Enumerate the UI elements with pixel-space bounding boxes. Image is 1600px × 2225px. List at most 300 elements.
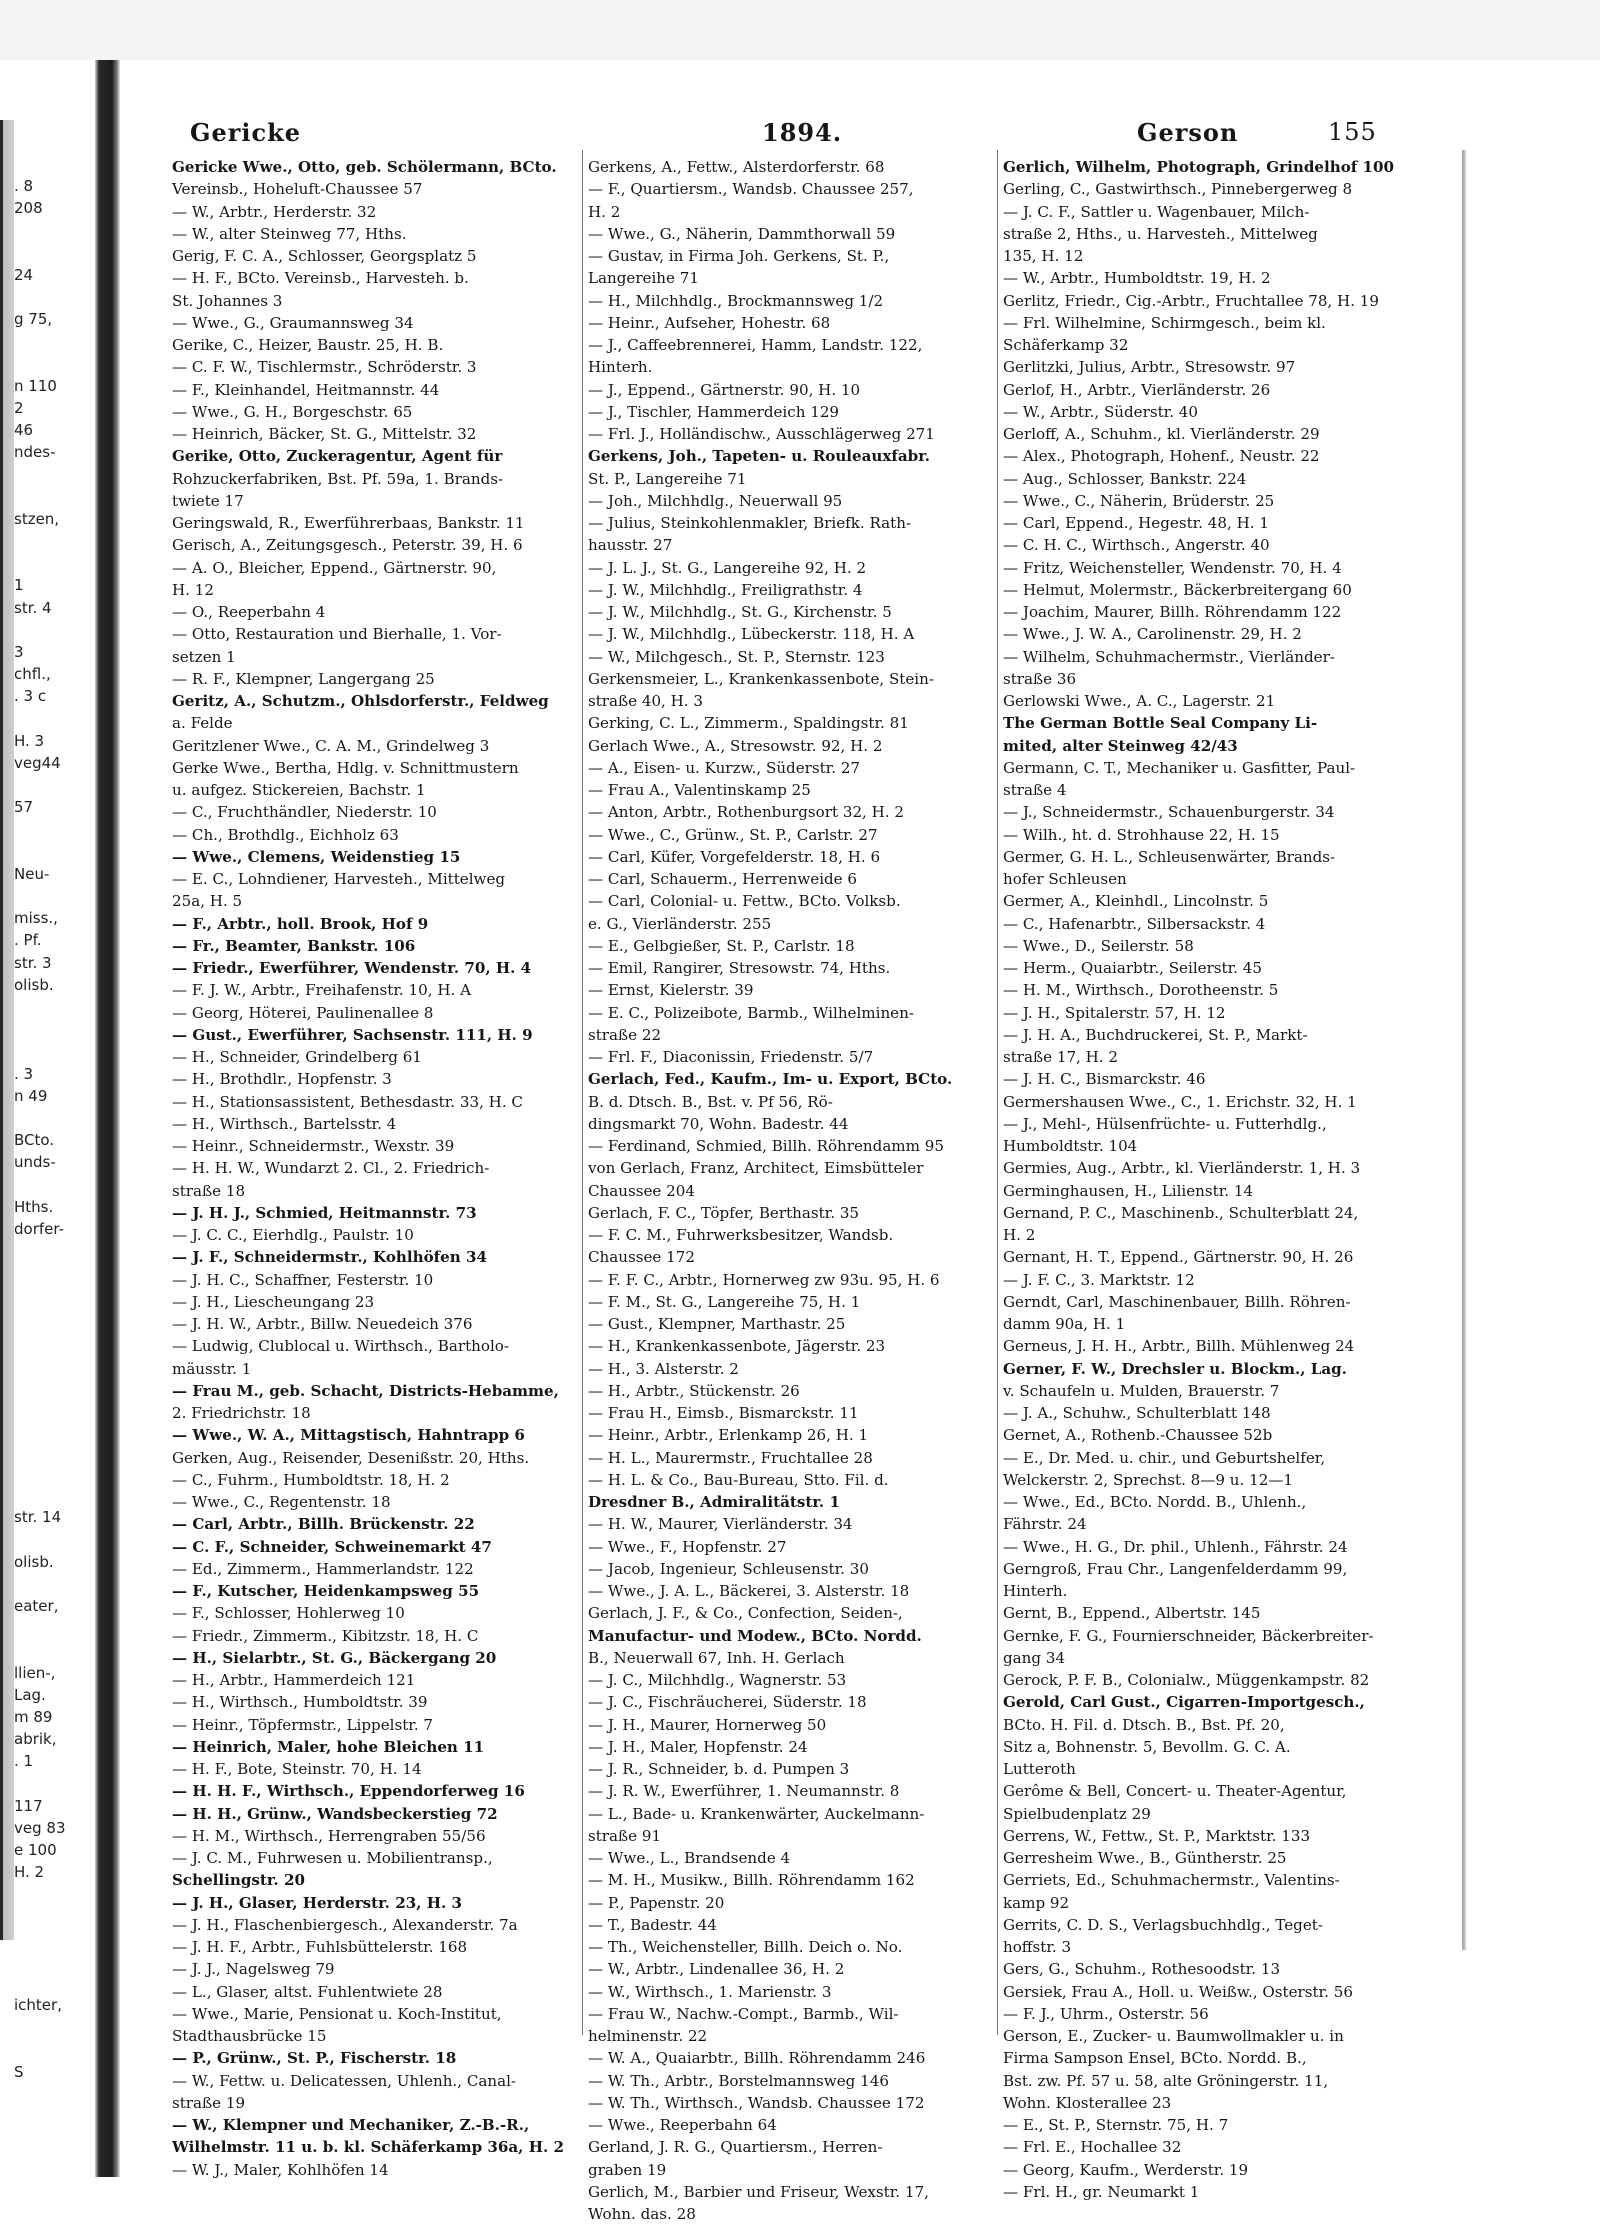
directory-entry-line: straße 22 (588, 1025, 662, 1044)
directory-entry-line: — Frl. H., gr. Neumarkt 1 (1003, 2182, 1200, 2201)
directory-entry-line: 2. Friedrichstr. 18 (172, 1404, 311, 1422)
left-page-fragment-line (14, 619, 94, 641)
directory-entry-line: — J. H. C., Schaffner, Festerstr. 10 (172, 1270, 434, 1289)
left-page-fragment-line (14, 1928, 94, 1950)
directory-entry-line: — Joachim, Maurer, Billh. Röhrendamm 122 (1003, 603, 1342, 621)
directory-entry-line: — Gustav, in Firma Joh. Gerkens, St. P., (588, 247, 890, 265)
directory-entry-line: setzen 1 (172, 647, 236, 666)
directory-entry-line: Stadthausbrücke 15 (172, 2027, 327, 2045)
directory-entry-line: Gerner, F. W., Drechsler u. Blockm., Lag. (1003, 1359, 1347, 1378)
directory-entry-line: — J. J., Nagelsweg 79 (172, 1960, 335, 1979)
directory-entry-line: helminenstr. 22 (588, 2027, 708, 2045)
directory-entry-line: — C. F., Schneider, Schweinemarkt 47 (172, 1537, 492, 1556)
directory-entry-line: Firma Sampson Ensel, BCto. Nordd. B., (1003, 2049, 1307, 2068)
directory-entry-line: u. aufgez. Stickereien, Bachstr. 1 (172, 781, 426, 799)
left-page-fragment-line: miss., (14, 909, 58, 928)
directory-entry-line: — Heinrich, Bäcker, St. G., Mittelstr. 32 (172, 425, 477, 443)
directory-entry-line: — H. M., Wirthsch., Herrengraben 55/56 (172, 1826, 486, 1845)
scan-top-shade (0, 0, 1600, 60)
directory-entry-line: Gersiek, Frau A., Holl. u. Weißw., Osterstr. 56 (1003, 1982, 1353, 2001)
directory-entry-line: — Wwe., C., Näherin, Brüderstr. 25 (1003, 491, 1275, 510)
directory-entry-line: — F., Kleinhandel, Heitmannstr. 44 (172, 380, 440, 399)
directory-entry-line: Welckerstr. 2, Sprechst. 8—9 u. 12—1 (1003, 1470, 1294, 1489)
left-page-fragment-line (14, 219, 94, 241)
left-page-fragment-line: 24 (14, 265, 34, 284)
left-page-fragment-line: 46 (14, 421, 34, 440)
directory-entry-line: 135, H. 12 (1003, 247, 1084, 265)
left-page-fragment-line (14, 1373, 94, 1395)
book-gutter (95, 60, 120, 2177)
directory-entry-line: — Wwe., L., Brandsende 4 (588, 1849, 791, 1867)
directory-entry-line: — Friedr., Zimmerm., Kibitzstr. 18, H. C (172, 1626, 479, 1645)
directory-entry-line: — M. H., Musikw., Billh. Röhrendamm 162 (588, 1871, 915, 1890)
directory-entry-line: straße 36 (1003, 669, 1077, 688)
directory-entry-line: Gerike, C., Heizer, Baustr. 25, H. B. (172, 336, 444, 354)
directory-entry-line: Gerlach Wwe., A., Stresowstr. 92, H. 2 (588, 736, 883, 755)
header-right-keyword: Gerson (1137, 118, 1239, 147)
left-page-fragment-line: e 100 (14, 1841, 57, 1860)
left-page-fragment-line (14, 2039, 94, 2061)
directory-entry-line: — H. H., Grünw., Wandsbeckerstieg 72 (172, 1804, 498, 1823)
directory-entry-line: — H., Wirthsch., Bartelsstr. 4 (172, 1114, 397, 1133)
directory-entry-line: — Frau A., Valentinskamp 25 (588, 781, 811, 799)
directory-entry-line: — Frl. J., Holländischw., Ausschlägerweg 271 (588, 425, 935, 443)
directory-entry-line: Gerlach, F. C., Töpfer, Berthastr. 35 (588, 1203, 860, 1222)
directory-entry-line: straße 40, H. 3 (588, 692, 704, 710)
directory-entry-line: Gerlitz, Friedr., Cig.-Arbtr., Fruchtallee 78, H. 19 (1003, 291, 1379, 310)
left-page-fragment-line: veg44 (14, 753, 61, 772)
directory-entry-line: — J. A., Schuhw., Schulterblatt 148 (1003, 1404, 1271, 1422)
directory-entry-line: — Wwe., G., Näherin, Dammthorwall 59 (588, 224, 896, 243)
left-page-fragment-line: str. 4 (14, 598, 52, 617)
directory-entry-line: — Heinr., Schneidermstr., Wexstr. 39 (172, 1137, 455, 1155)
left-page-fragment-line (14, 1773, 94, 1795)
left-page-fragment-line: m 89 (14, 1707, 53, 1726)
directory-entry-line: — Friedr., Ewerführer, Wendenstr. 70, H. 4 (172, 959, 532, 977)
directory-entry-line: — J. C. C., Eierhdlg., Paulstr. 10 (172, 1226, 414, 1244)
left-page-fragment-line: g 75, (14, 310, 53, 329)
left-page-fragment-line (14, 1018, 94, 1040)
left-page-fragment-line: 2 (14, 398, 24, 417)
directory-entry-line: — F., Kutscher, Heidenkampsweg 55 (172, 1582, 480, 1600)
left-page-fragment-line: abrik, (14, 1730, 57, 1749)
directory-entry-line: — F., Arbtr., holl. Brook, Hof 9 (172, 914, 429, 933)
directory-entry-line: — J. H. C., Bismarckstr. 46 (1003, 1070, 1206, 1089)
directory-entry-line: — H., 3. Alsterstr. 2 (588, 1359, 739, 1378)
directory-entry-line: Geritzlener Wwe., C. A. M., Grindelweg 3 (172, 736, 490, 755)
directory-entry-line: Germinghausen, H., Lilienstr. 14 (1003, 1181, 1254, 1200)
directory-entry-line: — H. L. & Co., Bau-Bureau, Stto. Fil. d. (588, 1470, 889, 1489)
left-page-fragment-line (14, 1573, 94, 1595)
left-page-fragment-line (14, 1462, 94, 1484)
directory-entry-line: — W., Arbtr., Herderstr. 32 (172, 202, 377, 221)
directory-entry-line: Germann, C. T., Mechaniker u. Gasfitter, Paul- (1003, 758, 1356, 777)
directory-entry-line: — J. H. A., Buchdruckerei, St. P., Markt- (1003, 1025, 1308, 1044)
left-page-fragment-line (14, 1617, 94, 1639)
left-page-fragment-line (14, 1351, 94, 1373)
directory-entry-line: — Wwe., Marie, Pensionat u. Koch-Institut, (172, 2004, 502, 2023)
directory-entry-line: — Wwe., Ed., BCto. Nordd. B., Uhlenh., (1003, 1493, 1307, 1511)
directory-entry-line: — F. M., St. G., Langereihe 75, H. 1 (588, 1292, 861, 1311)
left-page-fragment-line: 208 (14, 199, 43, 218)
directory-entry-line: H. 2 (588, 202, 621, 221)
directory-entry-line: Gerneus, J. H. H., Arbtr., Billh. Mühlenweg 24 (1003, 1337, 1355, 1356)
left-page-fragment-line (14, 1040, 94, 1062)
directory-entry-line: — T., Badestr. 44 (588, 1915, 717, 1934)
directory-entry-line: — J., Schneidermstr., Schauenburgerstr. 34 (1003, 803, 1335, 822)
directory-entry-line: — H. W., Maurer, Vierländerstr. 34 (588, 1515, 853, 1534)
left-page-fragment-line: Lag. (14, 1685, 46, 1704)
directory-entry-line: — H., Sielarbtr., St. G., Bäckergang 20 (172, 1648, 497, 1667)
directory-entry-line: — F. J. W., Arbtr., Freihafenstr. 10, H. A (172, 981, 471, 1000)
left-page-fragment-line: H. 3 (14, 731, 45, 750)
left-page-fragment-line: . 3 (14, 1064, 34, 1083)
directory-entry-line: — Ludwig, Clublocal u. Wirthsch., Bartholo- (172, 1337, 509, 1356)
directory-entry-line: — Georg, Höterei, Paulinenallee 8 (172, 1003, 434, 1022)
directory-entry-line: straße 17, H. 2 (1003, 1048, 1119, 1066)
left-page-fragment-line (14, 1639, 94, 1661)
directory-entry-line: Gernet, A., Rothenb.-Chaussee 52b (1003, 1426, 1273, 1445)
directory-entry-line: — J., Tischler, Hammerdeich 129 (588, 402, 840, 421)
left-page-fragment-line: llien-, (14, 1663, 56, 1682)
directory-entry-line: Schäferkamp 32 (1003, 336, 1129, 354)
directory-entry-line: Gerking, C. L., Zimmerm., Spaldingstr. 81 (588, 714, 909, 733)
header-year: 1894. (762, 118, 843, 147)
directory-entry-line: Gerrits, C. D. S., Verlagsbuchhdlg., Teget- (1003, 1915, 1323, 1934)
directory-entry-line: — W., Arbtr., Lindenallee 36, H. 2 (588, 1960, 845, 1979)
directory-entry-line: — C., Fruchthändler, Niederstr. 10 (172, 803, 437, 822)
left-page-fragment-line: n 49 (14, 1086, 48, 1105)
directory-entry-line: — J. W., Milchhdlg., St. G., Kirchenstr. 5 (588, 603, 892, 621)
directory-entry-line: — J. H., Glaser, Herderstr. 23, H. 3 (172, 1893, 462, 1912)
directory-entry-line: Gerlich, Wilhelm, Photograph, Grindelhof 100 (1003, 158, 1395, 176)
directory-entry-line: graben 19 (588, 2160, 667, 2179)
directory-entry-line: — Heinr., Töpfermstr., Lippelstr. 7 (172, 1715, 434, 1734)
directory-entry-line: — H., Wirthsch., Humboldtstr. 39 (172, 1693, 428, 1712)
left-page-fragment-line (14, 1906, 94, 1928)
left-page-fragment-line: str. 3 (14, 953, 52, 972)
directory-column-1 (172, 156, 584, 2179)
left-page-fragment-line: unds- (14, 1153, 56, 1172)
directory-entry-line: Lutteroth (1003, 1760, 1076, 1778)
directory-entry-line: — J., Caffeebrennerei, Hamm, Landstr. 122, (588, 336, 923, 354)
left-page-fragment-line: 3 (14, 642, 24, 661)
directory-entry-line: Dresdner B., Admiralitätstr. 1 (588, 1493, 840, 1511)
directory-entry-line: Gernke, F. G., Fournierschneider, Bäckerbreiter- (1003, 1626, 1374, 1645)
directory-entry-line: H. 2 (1003, 1226, 1036, 1244)
left-page-fragment-line: ndes- (14, 443, 56, 462)
directory-entry-line: Gernand, P. C., Maschinenb., Schulterblatt 24, (1003, 1203, 1359, 1222)
left-page-fragment-line (14, 463, 94, 485)
directory-entry-line: — J. R., Schneider, b. d. Pumpen 3 (588, 1760, 850, 1778)
left-page-fragment-line (14, 353, 94, 375)
directory-entry-line: — J., Mehl-, Hülsenfrüchte- u. Futterhdlg., (1003, 1114, 1327, 1133)
left-page-fragment-line (14, 1440, 94, 1462)
left-page-fragment-line: n 110 (14, 376, 57, 395)
directory-entry-line: — E., St. P., Sternstr. 75, H. 7 (1003, 2116, 1229, 2134)
directory-entry-line: — Frl. F., Diaconissin, Friedenstr. 5/7 (588, 1048, 874, 1066)
directory-entry-line: Wohn. das. 28 (588, 2205, 696, 2223)
directory-entry-line: — W. J., Maler, Kohlhöfen 14 (172, 2160, 389, 2179)
left-page-fragment-line (14, 1262, 94, 1284)
left-page-fragment-line: S (14, 2062, 24, 2081)
left-page-fragment-line (14, 1883, 94, 1905)
directory-entry-line: — J. H., Liescheungang 23 (172, 1292, 375, 1311)
directory-entry-line: — Julius, Steinkohlenmakler, Briefk. Rath- (588, 514, 912, 532)
left-page-fragment-line: stzen, (14, 509, 60, 528)
directory-entry-line: — Ch., Brothdlg., Eichholz 63 (172, 825, 399, 844)
directory-entry-line: Gerlach, Fed., Kaufm., Im- u. Export, BCto. (588, 1070, 953, 1089)
directory-entry-line: — Wwe., F., Hopfenstr. 27 (588, 1537, 787, 1556)
left-page-fragment-line (14, 1173, 94, 1195)
header-left-keyword: Gericke (190, 118, 302, 147)
directory-entry-line: — H., Stationsassistent, Bethesdastr. 33, H. C (172, 1092, 523, 1111)
directory-entry-line: — H. F., BCto. Vereinsb., Harvesteh. b. (172, 269, 469, 288)
directory-entry-line: — J. L. J., St. G., Langereihe 92, H. 2 (588, 558, 867, 577)
directory-entry-line: — F., Quartiersm., Wandsb. Chaussee 257, (588, 180, 914, 199)
directory-entry-line: a. Felde (172, 714, 233, 733)
directory-entry-line: Gerling, C., Gastwirthsch., Pinnebergerweg 8 (1003, 180, 1353, 199)
directory-entry-line: — W. A., Quaiarbtr., Billh. Röhrendamm 246 (588, 2049, 926, 2068)
directory-entry-line: — H. L., Maurermstr., Fruchtallee 28 (588, 1448, 873, 1467)
left-page-fragment-line: eater, (14, 1597, 59, 1615)
left-page-fragment-line (14, 774, 94, 796)
directory-entry-line: Gerlof, H., Arbtr., Vierländerstr. 26 (1003, 380, 1271, 399)
directory-entry-line: damm 90a, H. 1 (1003, 1315, 1126, 1333)
directory-entry-line: Manufactur- und Modew., BCto. Nordd. (588, 1626, 922, 1645)
directory-entry-line: — Wwe., J. W. A., Carolinenstr. 29, H. 2 (1003, 625, 1302, 644)
directory-entry-line: — F. F. C., Arbtr., Hornerweg zw 93u. 95, H. 6 (588, 1270, 940, 1289)
directory-entry-line: Hinterh. (1003, 1582, 1068, 1600)
directory-entry-line: — Ferdinand, Schmied, Billh. Röhrendamm 95 (588, 1137, 944, 1155)
directory-entry-line: straße 2, Hths., u. Harvesteh., Mittelweg (1003, 224, 1318, 243)
left-page-fragment-line: Hths. (14, 1197, 54, 1216)
directory-entry-line: — H., Brothdlr., Hopfenstr. 3 (172, 1070, 392, 1089)
directory-entry-line: — Carl, Arbtr., Billh. Brückenstr. 22 (172, 1515, 475, 1534)
left-page-fragment-line: 57 (14, 798, 34, 817)
directory-entry-line: — E. C., Polizeibote, Barmb., Wilhelminen- (588, 1003, 914, 1022)
directory-entry-line: Bst. zw. Pf. 57 u. 58, alte Gröningerstr. 11, (1003, 2071, 1329, 2090)
directory-entry-line: — J., Eppend., Gärtnerstr. 90, H. 10 (588, 380, 861, 399)
directory-entry-line: B., Neuerwall 67, Inh. H. Gerlach (588, 1648, 845, 1667)
directory-entry-line: — Anton, Arbtr., Rothenburgsort 32, H. 2 (588, 803, 905, 822)
directory-entry-line: — J. W., Milchhdlg., Lübeckerstr. 118, H. A (588, 625, 915, 644)
directory-entry-line: — Jacob, Ingenieur, Schleusenstr. 30 (588, 1559, 869, 1578)
left-page-fragment-line (14, 286, 94, 308)
directory-entry-line: mited, alter Steinweg 42/43 (1003, 736, 1238, 755)
directory-entry-line: H. 12 (172, 580, 214, 599)
directory-entry-line: Gerndt, Carl, Maschinenbauer, Billh. Röhren- (1003, 1292, 1351, 1311)
directory-entry-line: Gerig, F. C. A., Schlosser, Georgsplatz 5 (172, 247, 477, 265)
directory-entry-line: straße 4 (1003, 781, 1067, 799)
directory-entry-line: — Gust., Klempner, Marthastr. 25 (588, 1315, 846, 1333)
directory-entry-line: — Wwe., H. G., Dr. phil., Uhlenh., Fährstr. 24 (1003, 1537, 1348, 1556)
directory-entry-line: — H. F., Bote, Steinstr. 70, H. 14 (172, 1760, 422, 1778)
directory-entry-line: Gerrens, W., Fettw., St. P., Marktstr. 133 (1003, 1826, 1311, 1845)
directory-entry-line: — J. H., Spitalerstr. 57, H. 12 (1003, 1003, 1226, 1022)
directory-entry-line: — W., Klempner und Mechaniker, Z.-B.-R., (172, 2116, 530, 2134)
directory-entry-line: — Wwe., Clemens, Weidenstieg 15 (172, 847, 461, 866)
directory-entry-line: — Wwe., Reeperbahn 64 (588, 2116, 777, 2134)
directory-entry-line: Vereinsb., Hoheluft-Chaussee 57 (172, 180, 423, 199)
directory-entry-line: gang 34 (1003, 1648, 1066, 1667)
directory-entry-line: — H. H. F., Wirthsch., Eppendorferweg 16 (172, 1782, 525, 1801)
left-page-fragment-line: olisb. (14, 1552, 54, 1571)
directory-entry-line: Geritz, A., Schutzm., Ohlsdorferstr., Feldweg (172, 692, 549, 710)
left-page-fragment-line (14, 1329, 94, 1351)
directory-entry-line: Gerold, Carl Gust., Cigarren-Importgesch., (1003, 1693, 1365, 1712)
left-page-fragment-line (14, 486, 94, 508)
directory-entry-line: Germershausen Wwe., C., 1. Erichstr. 32, H. 1 (1003, 1092, 1357, 1111)
directory-entry-line: — Wwe., W. A., Mittagstisch, Hahntrapp 6 (172, 1426, 525, 1445)
directory-entry-line: straße 91 (588, 1826, 662, 1845)
directory-entry-line: — Wwe., J. A. L., Bäckerei, 3. Alsterstr. 18 (588, 1582, 910, 1600)
left-page-fragment-line (14, 552, 94, 574)
directory-entry-line: e. G., Vierländerstr. 255 (588, 914, 772, 933)
left-page-fragment-line (14, 818, 94, 840)
directory-entry-line: — C., Fuhrm., Humboldtstr. 18, H. 2 (172, 1470, 450, 1489)
left-page-fragment-line (14, 1528, 94, 1550)
right-page-edge (1462, 150, 1466, 1950)
directory-entry-line: Gerloff, A., Schuhm., kl. Vierländerstr. 29 (1003, 425, 1320, 443)
directory-entry-line: — Frau W., Nachw.-Compt., Barmb., Wil- (588, 2004, 899, 2023)
directory-entry-line: Geringswald, R., Ewerführerbaas, Bankstr. 11 (172, 514, 525, 532)
directory-entry-line: Gerkensmeier, L., Krankenkassenbote, Stein- (588, 669, 934, 688)
left-page-fragment-line: Neu- (14, 864, 50, 883)
directory-entry-line: — Wwe., G., Graumannsweg 34 (172, 313, 414, 332)
directory-entry-line: — Helmut, Molermstr., Bäckerbreitergang 60 (1003, 580, 1352, 599)
directory-entry-line: Chaussee 204 (588, 1181, 695, 1200)
directory-entry-line: — J. F. C., 3. Marktstr. 12 (1003, 1270, 1195, 1289)
directory-entry-line: hausstr. 27 (588, 536, 673, 555)
directory-entry-line: Gerson, E., Zucker- u. Baumwollmakler u. in (1003, 2027, 1344, 2045)
left-page-fragment (14, 175, 94, 2081)
directory-entry-line: — H., Arbtr., Stückenstr. 26 (588, 1381, 800, 1400)
directory-entry-line: Spielbudenplatz 29 (1003, 1804, 1151, 1823)
directory-entry-line: — A. O., Bleicher, Eppend., Gärtnerstr. 90, (172, 558, 497, 577)
directory-entry-line: Gerisch, A., Zeitungsgesch., Peterstr. 39, H. 6 (172, 536, 523, 555)
directory-entry-line: Hinterh. (588, 358, 653, 377)
directory-entry-line: St. P., Langereihe 71 (588, 469, 747, 488)
directory-entry-line: — J. H. F., Arbtr., Fuhlsbüttelerstr. 168 (172, 1938, 468, 1956)
directory-entry-line: — A., Eisen- u. Kurzw., Süderstr. 27 (588, 758, 861, 777)
directory-entry-line: — H., Schneider, Grindelberg 61 (172, 1048, 422, 1066)
directory-entry-line: — C., Hafenarbtr., Silbersackstr. 4 (1003, 914, 1266, 933)
left-page-fragment-line (14, 1950, 94, 1972)
left-page-fragment-line (14, 1395, 94, 1417)
directory-column-3 (1003, 156, 1415, 2201)
directory-entry-line: Sitz a, Bohnenstr. 5, Bevollm. G. C. A. (1003, 1737, 1291, 1756)
directory-entry-line: — Emil, Rangirer, Stresowstr. 74, Hths. (588, 959, 891, 977)
left-page-fragment-line: . 1 (14, 1752, 34, 1771)
directory-entry-line: — Ernst, Kielerstr. 39 (588, 981, 754, 1000)
left-page-fragment-line (14, 1240, 94, 1262)
left-page-fragment-line (14, 841, 94, 863)
directory-entry-line: — J. C., Fischräucherei, Süderstr. 18 (588, 1693, 867, 1712)
directory-entry-line: — J. H., Maler, Hopfenstr. 24 (588, 1737, 808, 1756)
left-page-fragment-line: ichter, (14, 1996, 62, 2015)
directory-entry-line: — J. W., Milchhdlg., Freiligrathstr. 4 (588, 580, 863, 599)
directory-entry-line: Wohn. Klosterallee 23 (1003, 2093, 1172, 2112)
directory-entry-line: — Heinr., Arbtr., Erlenkamp 26, H. 1 (588, 1426, 869, 1445)
left-page-fragment-line (14, 1972, 94, 1994)
directory-entry-line: Gerkens, A., Fettw., Alsterdorferstr. 68 (588, 158, 885, 176)
directory-entry-line: — Carl, Küfer, Vorgefelderstr. 18, H. 6 (588, 847, 881, 866)
left-page-fragment-line (14, 242, 94, 264)
left-page-fragment-line: . 8 (14, 177, 34, 195)
directory-entry-line: — Georg, Kaufm., Werderstr. 19 (1003, 2160, 1249, 2179)
directory-entry-line: — Carl, Schauerm., Herrenweide 6 (588, 870, 858, 888)
directory-entry-line: — J. C. M., Fuhrwesen u. Mobilientransp., (172, 1849, 493, 1867)
directory-entry-line: Gerlowski Wwe., A. C., Lagerstr. 21 (1003, 692, 1276, 710)
directory-entry-line: — J. H., Flaschenbiergesch., Alexanderstr. 7a (172, 1915, 518, 1934)
directory-entry-line: Fährstr. 24 (1003, 1515, 1087, 1534)
left-page-fragment-line (14, 996, 94, 1018)
directory-entry-line: — Carl, Eppend., Hegestr. 48, H. 1 (1003, 514, 1269, 532)
directory-entry-line: Germer, A., Kleinhdl., Lincolnstr. 5 (1003, 892, 1269, 911)
directory-entry-line: mäusstr. 1 (172, 1359, 252, 1378)
left-page-fragment-line (14, 1107, 94, 1129)
directory-entry-line: — W., Wirthsch., 1. Marienstr. 3 (588, 1982, 832, 2001)
left-page-fragment-line (14, 2017, 94, 2039)
directory-entry-line: Gernt, B., Eppend., Albertstr. 145 (1003, 1604, 1261, 1623)
left-page-fragment-line: veg 83 (14, 1818, 66, 1837)
left-page-fragment-line: olisb. (14, 975, 54, 994)
left-page-fragment-line: dorfer- (14, 1219, 64, 1238)
directory-entry-line: — W. Th., Wirthsch., Wandsb. Chaussee 172 (588, 2093, 925, 2112)
directory-entry-line: Schellingstr. 20 (172, 1871, 305, 1890)
directory-entry-line: Gerike, Otto, Zuckeragentur, Agent für (172, 447, 503, 466)
left-page-fragment-line: 1 (14, 576, 24, 595)
directory-entry-line: Gerkens, Joh., Tapeten- u. Rouleauxfabr. (588, 447, 931, 466)
directory-entry-line: twiete 17 (172, 491, 244, 510)
left-page-fragment-line (14, 330, 94, 352)
page-number: 155 (1328, 118, 1377, 146)
left-page-fragment-line (14, 1418, 94, 1440)
directory-entry-line: — Otto, Restauration und Bierhalle, 1. Vor- (172, 625, 502, 644)
directory-entry-line: — J. R. W., Ewerführer, 1. Neumannstr. 8 (588, 1782, 900, 1801)
directory-entry-line: — Herm., Quaiarbtr., Seilerstr. 45 (1003, 959, 1262, 977)
directory-entry-line: Rohzuckerfabriken, Bst. Pf. 59a, 1. Brands- (172, 469, 504, 488)
directory-entry-line: — W., alter Steinweg 77, Hths. (172, 224, 407, 243)
directory-entry-line: — L., Bade- u. Krankenwärter, Auckelmann- (588, 1804, 925, 1823)
directory-entry-line: — J. H., Maurer, Hornerweg 50 (588, 1715, 827, 1734)
left-page-fragment-line: 117 (14, 1796, 43, 1815)
directory-entry-line: — R. F., Klempner, Langergang 25 (172, 669, 435, 688)
directory-entry-line: — W., Fettw. u. Delicatessen, Uhlenh., Canal- (172, 2071, 517, 2090)
left-page-fragment-line: . 3 c (14, 687, 47, 706)
directory-entry-line: Gerken, Aug., Reisender, Desenißstr. 20, Hths. (172, 1448, 530, 1467)
directory-entry-line: — F., Schlosser, Hohlerweg 10 (172, 1604, 405, 1623)
directory-entry-line: Humboldtstr. 104 (1003, 1137, 1138, 1155)
directory-entry-line: — Heinr., Aufseher, Hohestr. 68 (588, 313, 831, 332)
directory-entry-line: — Wwe., C., Grünw., St. P., Carlstr. 27 (588, 825, 878, 844)
left-page-fragment-line: . Pf. (14, 931, 42, 950)
directory-entry-line: dingsmarkt 70, Wohn. Badestr. 44 (588, 1114, 849, 1133)
directory-entry-line: Germer, G. H. L., Schleusenwärter, Brands- (1003, 847, 1336, 866)
directory-entry-line: — Wilh., ht. d. Strohhause 22, H. 15 (1003, 825, 1280, 844)
left-page-fragment-line (14, 530, 94, 552)
directory-entry-line: — H., Milchhdlg., Brockmannsweg 1/2 (588, 291, 884, 310)
directory-entry-line: Germies, Aug., Arbtr., kl. Vierländerstr. 1, H. 3 (1003, 1159, 1361, 1178)
directory-entry-line: — Wwe., D., Seilerstr. 58 (1003, 936, 1194, 955)
directory-entry-line: straße 19 (172, 2093, 246, 2112)
directory-entry-line: The German Bottle Seal Company Li- (1003, 714, 1318, 733)
left-page-fragment-line (14, 1307, 94, 1329)
directory-entry-line: — Frl. Wilhelmine, Schirmgesch., beim kl. (1003, 313, 1326, 332)
directory-entry-line: hoffstr. 3 (1003, 1938, 1072, 1956)
directory-entry-line: Gerlitzki, Julius, Arbtr., Stresowstr. 97 (1003, 358, 1296, 377)
